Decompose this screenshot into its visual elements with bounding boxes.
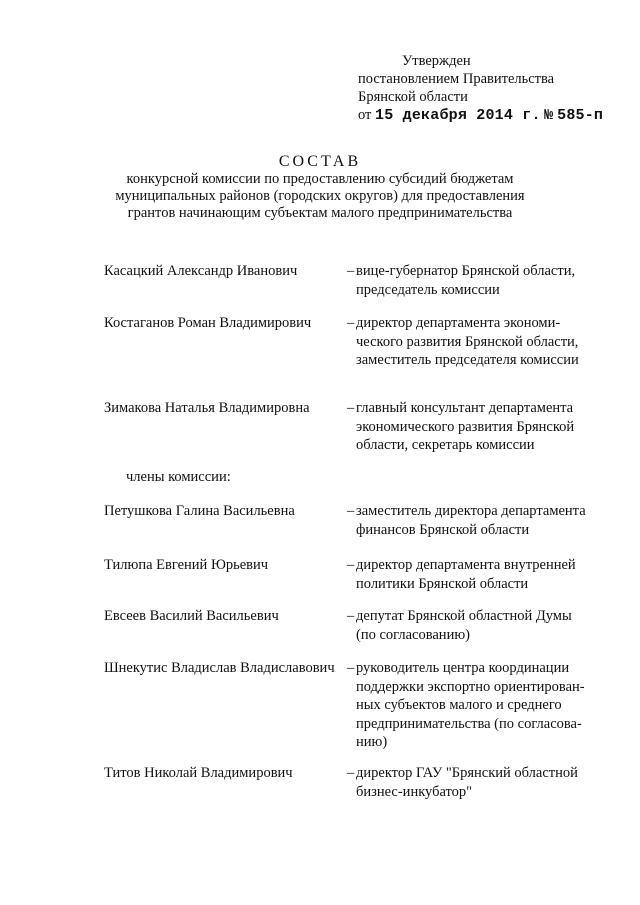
subtitle-line: муниципальных районов (городских округов) для предоставления: [115, 188, 525, 204]
document-subtitle: [0, 171, 640, 222]
member-dash: –: [347, 400, 355, 416]
approval-title: Утвержден: [402, 53, 471, 69]
role-line: ных субъектов малого и среднего: [356, 697, 562, 713]
member-name: Костаганов Роман Владимирович: [104, 315, 312, 331]
member-name: Евсеев Василий Васильевич: [104, 608, 279, 624]
role-line: директор департамента внутренней: [356, 557, 576, 573]
member-dash: –: [347, 315, 355, 331]
role-line: предпринимательства (по согласова-: [356, 715, 582, 732]
role-line: финансов Брянской области: [356, 521, 530, 538]
member-dash: –: [347, 557, 355, 573]
role-line: заместитель директора департамента: [356, 503, 586, 519]
member-name: Касацкий Александр Иванович: [104, 263, 298, 279]
approval-number: 585-п: [557, 107, 604, 124]
member-role: [356, 314, 604, 370]
role-line: политики Брянской области: [356, 575, 529, 592]
role-line: заместитель председателя комиссии: [356, 352, 579, 368]
member-dash: –: [347, 660, 355, 676]
member-dash: –: [347, 503, 355, 519]
member-dash: –: [347, 608, 355, 624]
member-role: [356, 764, 604, 801]
approval-line-2: Брянской области: [358, 89, 468, 105]
role-line: председатель комиссии: [356, 281, 500, 298]
role-line: экономического развития Брянской: [356, 418, 575, 435]
member-name: Зимакова Наталья Владимировна: [104, 400, 310, 416]
role-line: бизнес-инкубатор": [356, 783, 473, 800]
member-role: [356, 262, 604, 299]
member-role: [356, 556, 604, 593]
subtitle-line: конкурсной комиссии по предоставлению субсидий бюджетам: [126, 171, 514, 187]
role-line: вице-губернатор Брянской области,: [356, 263, 576, 279]
role-line: депутат Брянской областной Думы: [356, 608, 572, 624]
role-line: ческого развития Брянской области,: [356, 333, 579, 350]
member-name: Шнекутис Владислав Владиславович: [104, 660, 335, 676]
approval-date-line: [358, 106, 603, 125]
approval-date-prefix: от: [358, 107, 372, 123]
member-role: [356, 659, 604, 752]
document-heading: СОСТАВ: [278, 153, 362, 170]
role-line: области, секретарь комиссии: [356, 437, 535, 453]
role-line: директор департамента экономи-: [356, 315, 561, 331]
subtitle-line: грантов начинающим субъектам малого предпринимательства: [127, 205, 513, 221]
member-name: Титов Николай Владимирович: [104, 765, 293, 781]
member-dash: –: [347, 765, 355, 781]
member-name: Тилюпа Евгений Юрьевич: [104, 557, 269, 573]
approval-date: 15 декабря 2014 г.: [375, 107, 541, 124]
approval-line-1: постановлением Правительства: [358, 71, 555, 87]
role-line: главный консультант департамента: [356, 400, 574, 416]
approval-stamp: [358, 52, 603, 125]
role-line: нию): [356, 734, 388, 750]
member-role: [356, 399, 604, 455]
role-line: (по согласованию): [356, 626, 470, 643]
role-line: поддержки экспортно ориентирован-: [356, 678, 585, 695]
member-dash: –: [347, 263, 355, 279]
members-section-label: члены комиссии:: [126, 469, 231, 485]
member-name: Петушкова Галина Васильевна: [104, 503, 295, 519]
member-role: [356, 607, 604, 644]
approval-number-label: №: [544, 107, 554, 124]
role-line: директор ГАУ "Брянский областной: [356, 765, 578, 781]
role-line: руководитель центра координации: [356, 660, 570, 676]
member-role: [356, 502, 604, 539]
